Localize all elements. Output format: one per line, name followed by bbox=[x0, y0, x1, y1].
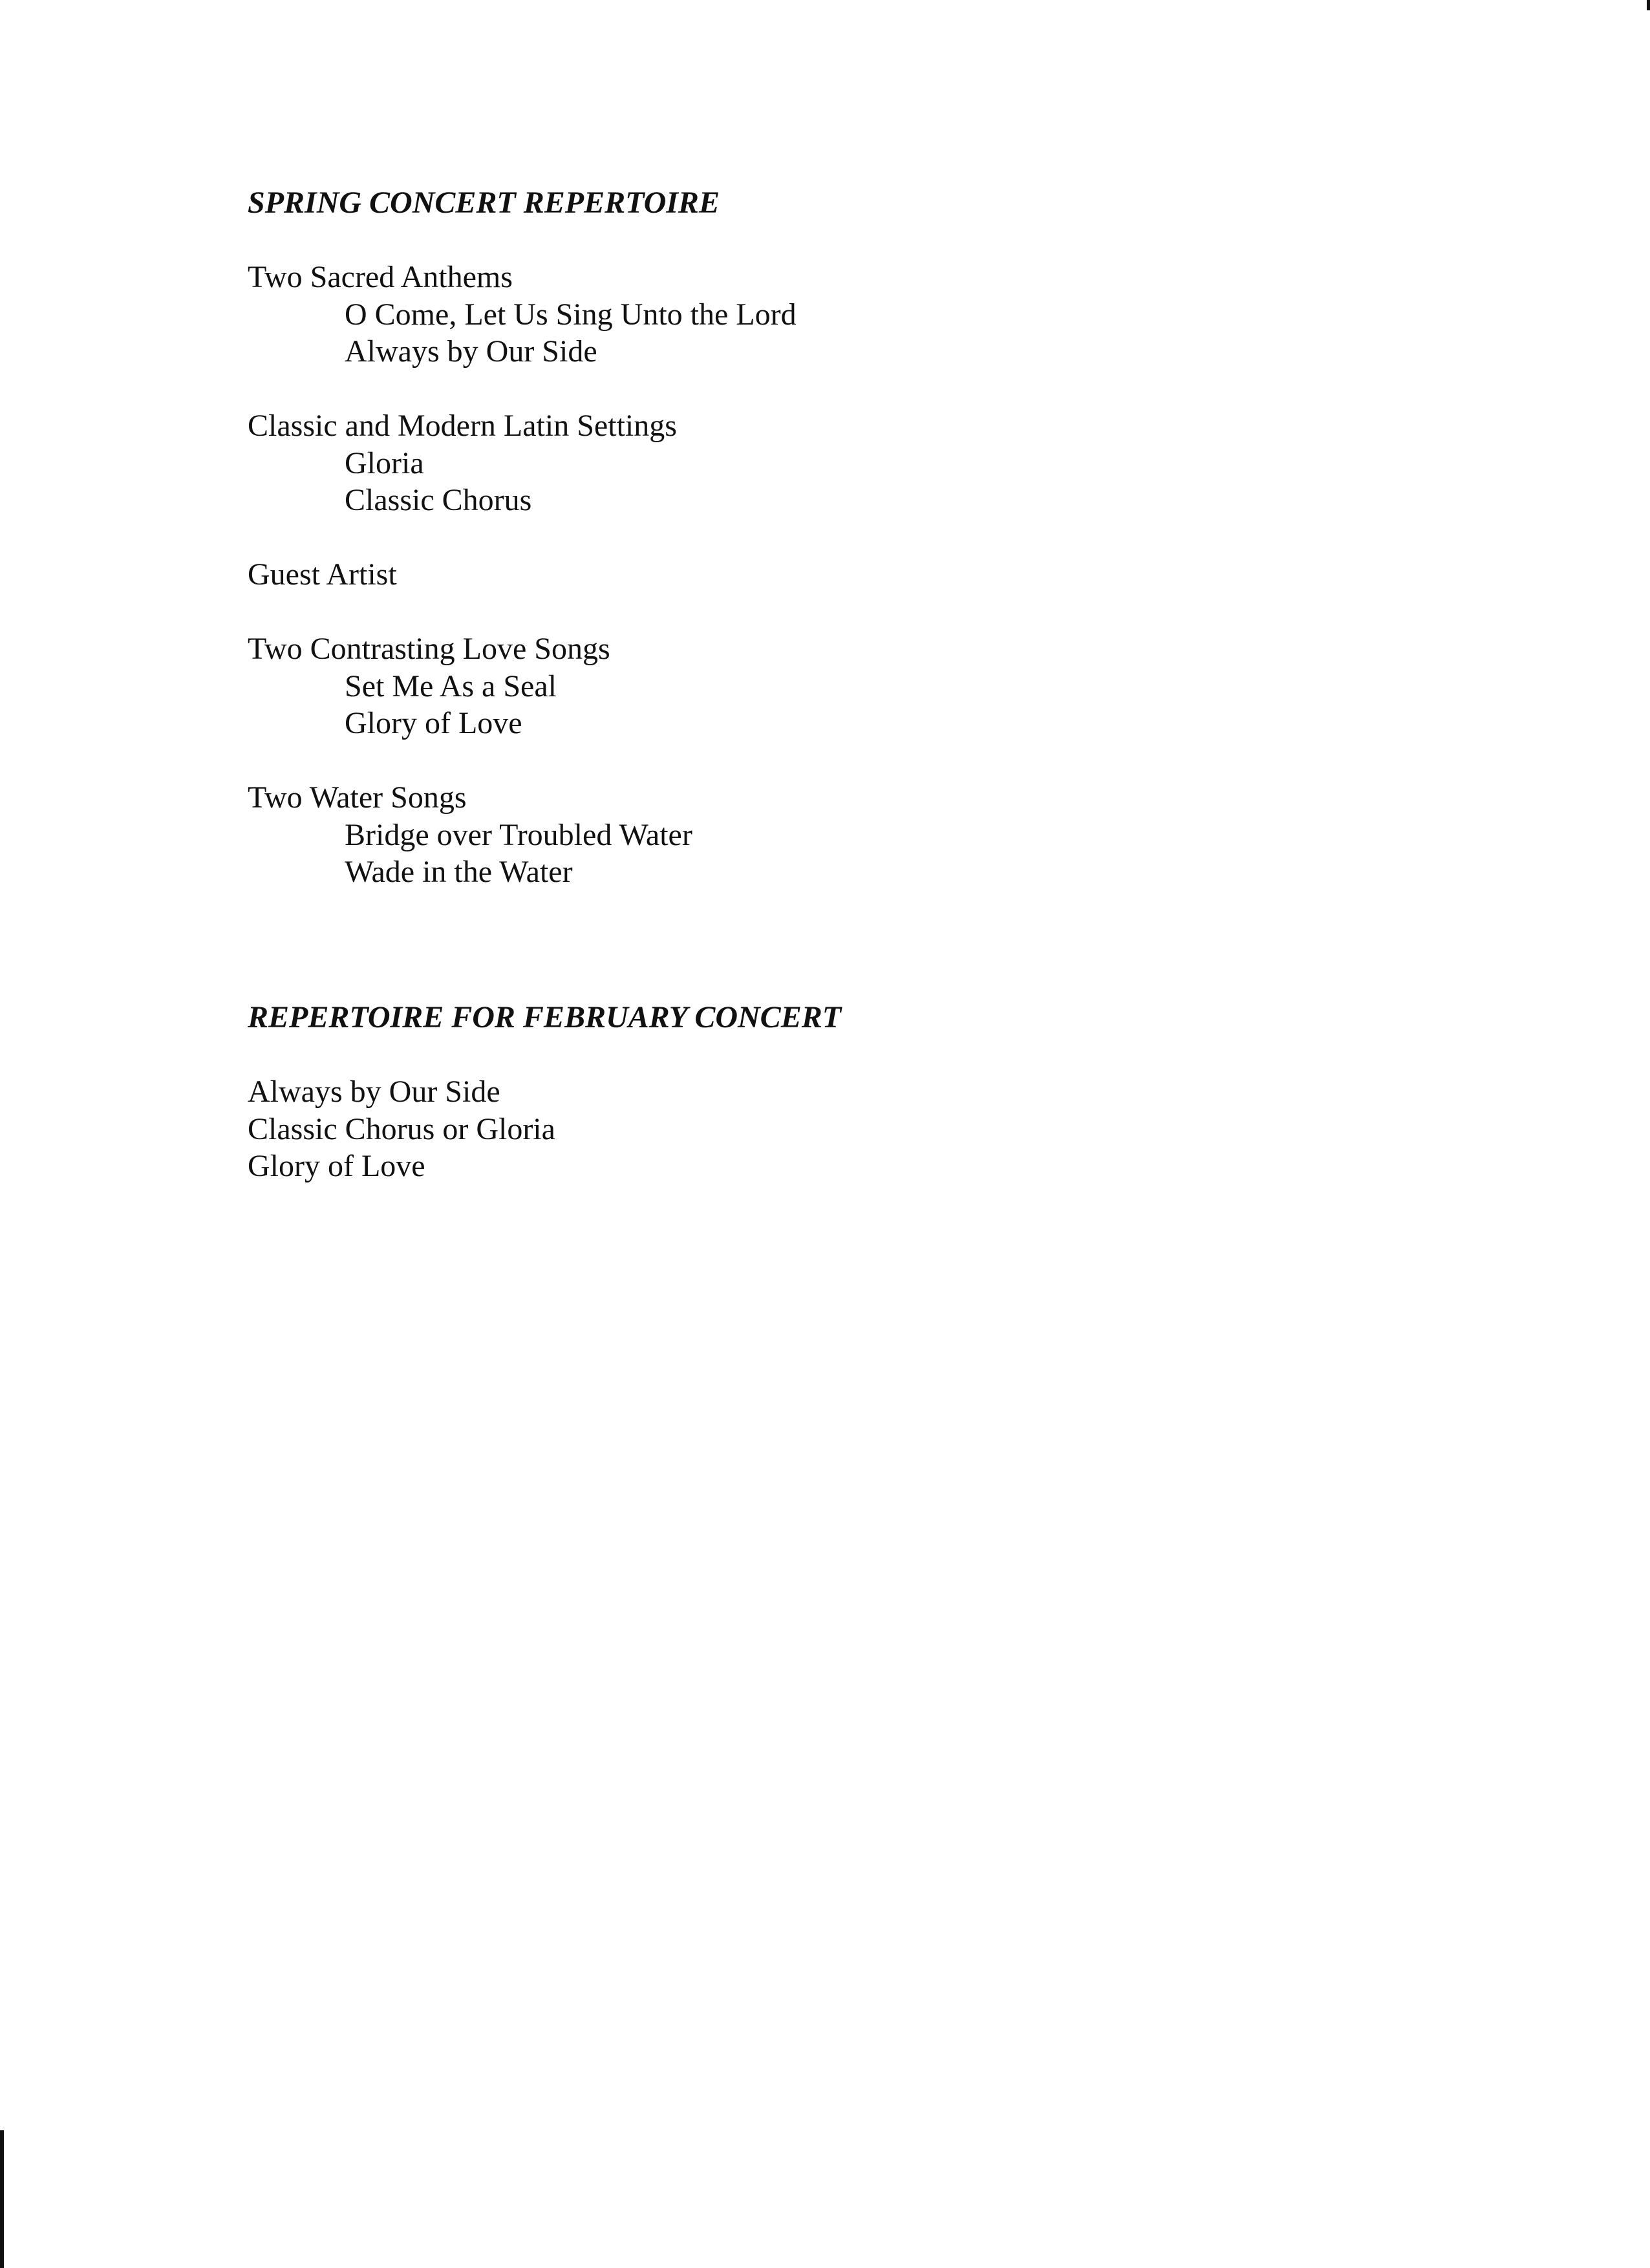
february-concert-section bbox=[248, 999, 1411, 1185]
piece-title: O Come, Let Us Sing Unto the Lord bbox=[345, 297, 797, 332]
group-title: Two Water Songs bbox=[248, 780, 467, 815]
piece-title: Set Me As a Seal bbox=[345, 669, 557, 703]
february-concert-heading: REPERTOIRE FOR FEBRUARY CONCERT bbox=[248, 1000, 842, 1034]
piece-title: Classic Chorus or Gloria bbox=[248, 1111, 555, 1146]
group-title: Two Sacred Anthems bbox=[248, 260, 513, 294]
piece-title: Classic Chorus bbox=[345, 483, 532, 517]
heading-spacer bbox=[248, 222, 1411, 259]
spring-concert-section bbox=[248, 184, 1411, 891]
document-body bbox=[248, 184, 1411, 1185]
spring-concert-heading: SPRING CONCERT REPERTOIRE bbox=[248, 186, 720, 220]
repertoire-group bbox=[248, 407, 1411, 519]
piece-title: Glory of Love bbox=[248, 1149, 425, 1183]
scan-edge-mark bbox=[1647, 0, 1650, 10]
scan-edge-mark bbox=[0, 2130, 4, 2268]
piece-title: Gloria bbox=[345, 445, 424, 480]
piece-title: Bridge over Troubled Water bbox=[345, 817, 692, 852]
piece-title: Always by Our Side bbox=[248, 1075, 500, 1109]
group-title: Two Contrasting Love Songs bbox=[248, 632, 610, 666]
repertoire-group bbox=[248, 259, 1411, 370]
repertoire-group bbox=[248, 630, 1411, 742]
repertoire-group bbox=[248, 556, 1411, 594]
group-title: Guest Artist bbox=[248, 557, 397, 592]
piece-title: Always by Our Side bbox=[345, 334, 597, 369]
piece-title: Glory of Love bbox=[345, 706, 522, 740]
repertoire-group bbox=[248, 779, 1411, 891]
group-title: Classic and Modern Latin Settings bbox=[248, 409, 677, 443]
heading-spacer bbox=[248, 1036, 1411, 1074]
piece-title: Wade in the Water bbox=[345, 855, 573, 889]
section-spacer bbox=[248, 928, 1411, 999]
